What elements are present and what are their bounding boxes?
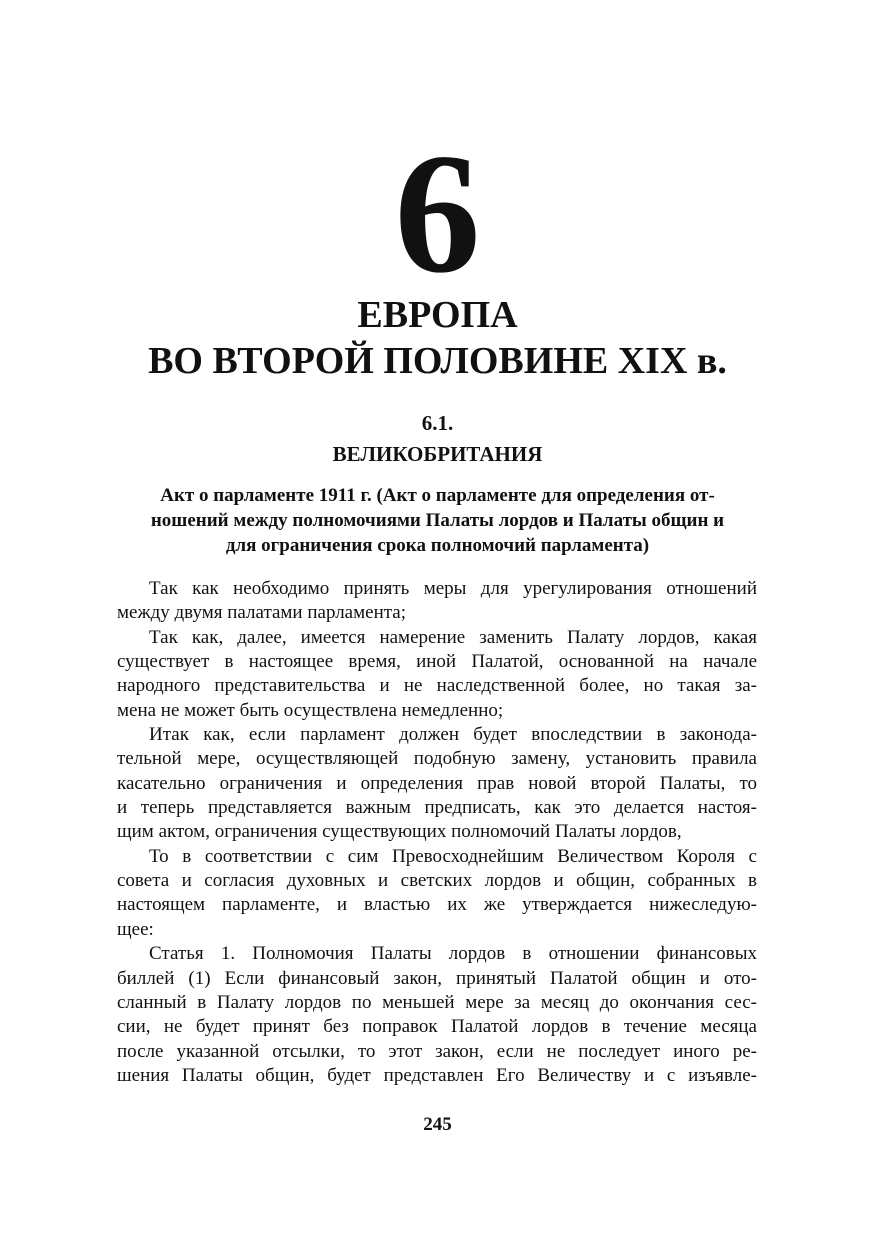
chapter-title-line: ВО ВТОРОЙ ПОЛОВИНЕ XIX в. <box>148 340 727 382</box>
text-line: сии, не будет принят без поправок Палатой лордов в течение месяца <box>117 1016 757 1038</box>
text-line: сланный в Палату лордов по меньшей мере за месяц до окончания сес- <box>117 991 757 1013</box>
text-line: касательно ограничения и определения прав новой второй Палаты, то <box>117 772 757 794</box>
text-line: Так как необходимо принять меры для урегулирования отношений <box>149 578 757 599</box>
text-line: между двумя палатами парламента; <box>117 602 406 624</box>
text-line: щее: <box>117 918 154 940</box>
text-line: Статья 1. Полномочия Палаты лордов в отношении финансовых <box>149 943 757 965</box>
text-line: шения Палаты общин, будет представлен Его Величеству и с изъявле- <box>117 1064 757 1086</box>
chapter-number: 6 <box>394 119 481 309</box>
text-line: совета и согласия духовных и светских лордов и общин, собранных в <box>117 870 757 892</box>
text-line: после указанной отсылки, то этот закон, если не последует иного ре- <box>117 1040 757 1062</box>
section-heading <box>0 408 875 470</box>
chapter-title <box>0 292 875 384</box>
body-text <box>117 577 757 1088</box>
text-line: настоящем парламенте, и властью их же утверждается нижеследую- <box>117 894 757 916</box>
document-title <box>125 483 750 558</box>
text-line: и теперь представляется важным предписать, как это делается настоя- <box>117 797 757 819</box>
text-line: щим актом, ограничения существующих полномочий Палаты лордов, <box>117 821 682 843</box>
text-line: существует в настоящее время, иной Палатой, основанной на начале <box>117 651 757 673</box>
text-line: Так как, далее, имеется намерение заменить Палату лордов, какая <box>149 626 757 648</box>
section-number: 6.1. <box>421 411 454 435</box>
chapter-title-line: ЕВРОПА <box>357 294 518 336</box>
text-line: Итак как, если парламент должен будет впоследствии в законода- <box>149 724 757 746</box>
document-title-line: ношений между полномочиями Палаты лордов и Палаты общин и <box>150 510 725 531</box>
text-line: То в соответствии с сим Превосходнейшим Величеством Короля с <box>149 845 757 867</box>
document-title-line: для ограничения срока полномочий парламента) <box>225 535 650 556</box>
text-line: народного представительства и не наследственной более, но такая за- <box>117 675 757 697</box>
text-line: мена не может быть осуществлена немедленно; <box>117 699 504 721</box>
section-title: ВЕЛИКОБРИТАНИЯ <box>332 442 543 466</box>
page-number: 245 <box>423 1114 452 1135</box>
text-line: тельной мере, осуществляющей подобную замену, установить правила <box>117 748 757 770</box>
text-line: биллей (1) Если финансовый закон, принятый Палатой общин и ото- <box>117 967 757 989</box>
document-title-line: Акт о парламенте 1911 г. (Акт о парламенте для определения от- <box>160 485 715 506</box>
